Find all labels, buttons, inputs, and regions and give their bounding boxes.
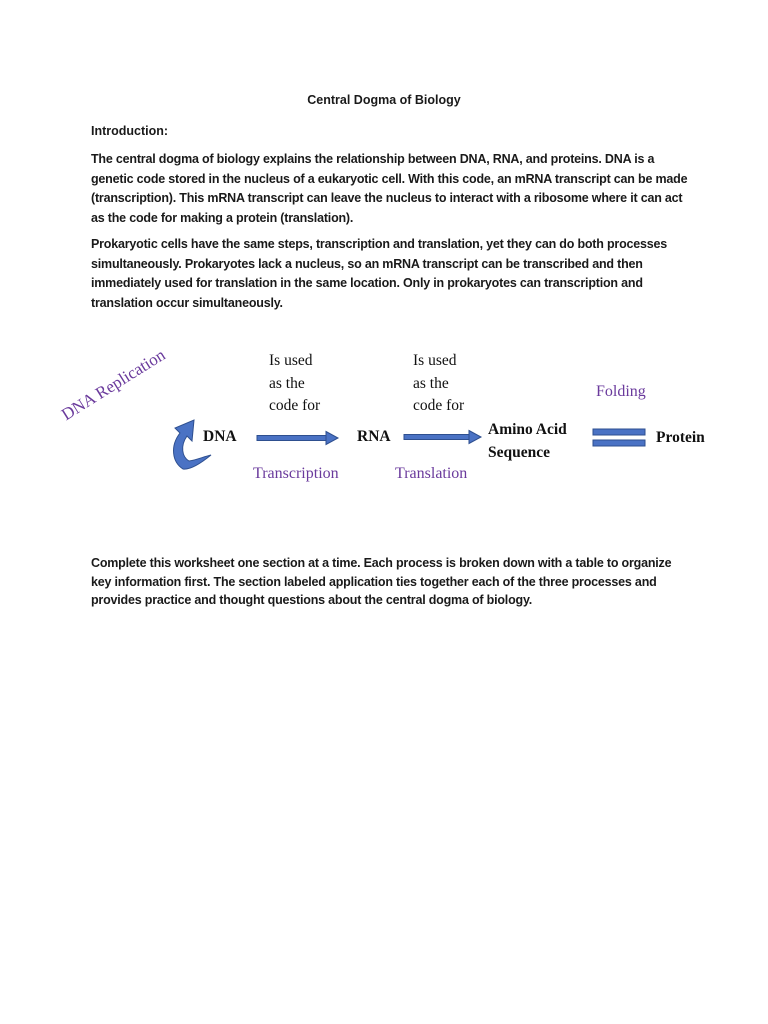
used-as-code-line: as the [269, 374, 305, 392]
transcription-label: Transcription [253, 465, 339, 482]
sequence-line: Sequence [488, 444, 550, 461]
used-as-code-label-1 [269, 350, 320, 418]
used-as-code-line: as the [413, 374, 449, 392]
intro-paragraph-eukaryotes: The central dogma of biology explains the relationship between DNA, RNA, and proteins. DNA is a genetic code stored in the nucleus of a eukaryotic cell. With this code, an mRNA transcript can be made (transcription). This mRNA transcript can leave the nucleus to interact with a ribosome where it can act as the code for making a protein (translation). [91, 152, 688, 225]
used-as-code-line: Is used [269, 352, 313, 369]
intro-heading: Introduction: [91, 124, 169, 138]
translation-arrow [404, 431, 481, 444]
used-as-code-line: code for [413, 397, 465, 414]
worksheet-instructions-paragraph: Complete this worksheet one section at a time. Each process is broken down with a table to organize key information first. The section labeled application ties together each of the three processes and provides practice and thought questions about the central dogma of biology. [91, 556, 672, 607]
dna-label: DNA [203, 428, 237, 445]
intro-paragraph-prokaryotes: Prokaryotic cells have the same steps, transcription and translation, yet they can do both processes simultaneously. Prokaryotes lack a nucleus, so an mRNA transcript can be transcribed and then immediately used for translation in the same location. Only in prokaryotes can transcription and translation occur simultaneously. [91, 237, 668, 310]
amino-acid-line: Amino Acid [488, 421, 567, 438]
page-title: Central Dogma of Biology [307, 93, 461, 107]
amino-acid-sequence-label [488, 418, 567, 464]
folding-bars [593, 429, 645, 446]
protein-label: Protein [656, 429, 705, 446]
rna-label: RNA [357, 428, 391, 445]
dna-replication-label: DNA Replication [58, 345, 169, 425]
used-as-code-line: Is used [413, 352, 457, 369]
translation-label: Translation [395, 465, 468, 482]
used-as-code-label-2 [413, 350, 464, 418]
transcription-arrow [257, 432, 338, 445]
folding-label: Folding [596, 383, 646, 400]
used-as-code-line: code for [269, 397, 321, 414]
